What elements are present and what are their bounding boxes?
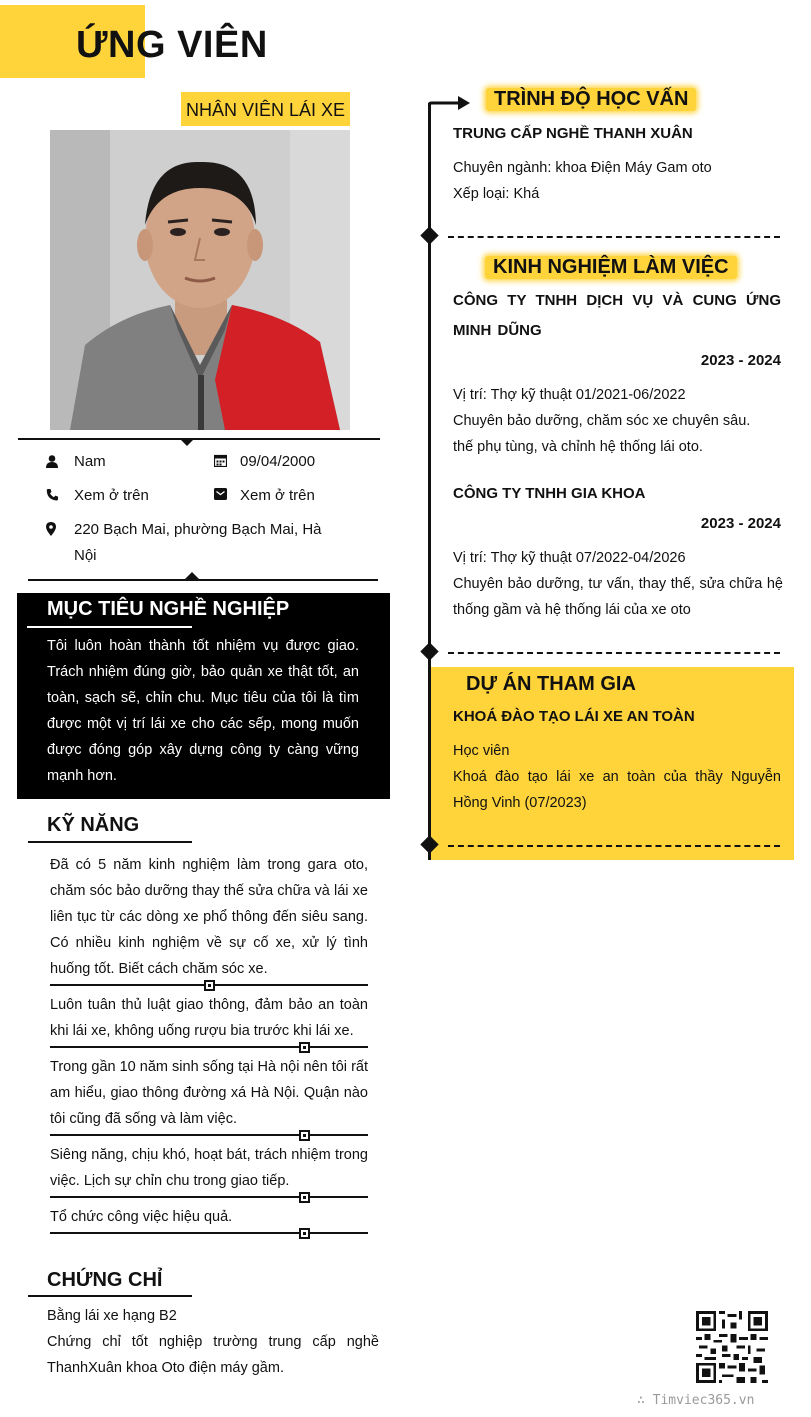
email-value: Xem ở trên <box>240 487 315 504</box>
map-pin-icon <box>46 522 56 536</box>
experience-details-1 <box>453 382 783 460</box>
skills-title: KỸ NĂNG <box>47 814 140 836</box>
skills-underline <box>28 841 192 843</box>
experience-position-2: Vị trí: Thợ kỹ thuật 07/2022-04/2026 <box>453 550 686 566</box>
project-details <box>453 738 781 816</box>
education-grade: Xếp loại: Khá <box>453 186 540 202</box>
skill-level-knob-5 <box>299 1228 310 1239</box>
project-name: KHOÁ ĐÀO TẠO LÁI XE AN TOÀN <box>453 708 695 725</box>
certificate-item: Bằng lái xe hạng B2 <box>47 1308 177 1324</box>
timeline-line <box>428 103 431 860</box>
skill-bar-5 <box>50 1232 368 1234</box>
experience-company-2: CÔNG TY TNHH GIA KHOA <box>453 485 646 502</box>
skill-item-1: Đã có 5 năm kinh nghiệm làm trong gara oto, chăm sóc bảo dưỡng thay thế sửa chữa và lái xe liên tục từ các dòng xe phổ thông đến siêu sang. Có nhiều kinh nghiệm về sự cố xe, xử lý tình huống tốt. Biết cách chăm sóc xe. <box>50 857 368 977</box>
skill-item-2: Luôn tuân thủ luật giao thông, đảm bảo an toàn khi lái xe, không uống rượu bia trước khi lái xe. <box>50 997 368 1039</box>
phone-value: Xem ở trên <box>74 487 149 504</box>
birthday-value: 09/04/2000 <box>240 453 316 470</box>
skill-bar-2 <box>50 1046 368 1048</box>
skill-level-knob-4 <box>299 1192 310 1203</box>
experience-desc-1a: Chuyên bảo dưỡng, chăm sóc xe chuyên sâu. <box>453 413 751 429</box>
experience-details-2 <box>453 545 783 623</box>
objective-text: Tôi luôn hoàn thành tốt nhiệm vụ được giao. Trách nhiệm đúng giờ, bảo quản xe thật tốt, an toàn, sạch sẽ, chỉn chu. Mục tiêu của tôi là tìm được một vị trí lái xe cho các sếp, mong muốn được đóng góp xây dựng công ty càng vững mạnh hơn. <box>47 638 359 784</box>
qr-code-icon <box>696 1311 768 1383</box>
address-value: 220 Bạch Mai, phường Bạch Mai, Hà Nội <box>74 521 322 564</box>
skill-item-3: Trong gần 10 năm sinh sống tại Hà nội nên tôi rất am hiểu, giao thông đường xá Hà Nội. Quận nào tôi cũng đã sống và làm việc. <box>50 1059 368 1127</box>
experience-years-2: 2023 - 2024 <box>700 515 781 532</box>
job-title: NHÂN VIÊN LÁI XE <box>181 92 350 126</box>
skill-level-knob-3 <box>299 1130 310 1141</box>
skill-level-knob-1 <box>204 980 215 991</box>
certificates-list <box>47 1303 379 1381</box>
experience-title: KINH NGHIỆM LÀM VIỆC <box>485 256 737 279</box>
certificates-title: CHỨNG CHỈ <box>47 1269 163 1291</box>
education-major: Chuyên ngành: khoa Điện Máy Gam oto <box>453 160 712 176</box>
caret-down-icon <box>179 438 195 447</box>
phone-icon <box>46 488 59 501</box>
portrait-illustration <box>50 130 350 430</box>
section-divider <box>448 236 780 238</box>
candidate-photo <box>50 130 350 430</box>
section-divider <box>448 845 780 847</box>
skill-item-4: Siêng năng, chịu khó, hoạt bát, trách nhiệm trong việc. Lịch sự chỉn chu trong giao tiếp. <box>50 1147 368 1189</box>
timeline-arrow-icon <box>428 93 472 115</box>
certificate-item: Chứng chỉ tốt nghiệp trường trung cấp nghề ThanhXuân khoa Oto điện máy gầm. <box>47 1334 379 1376</box>
skill-bar-4 <box>50 1196 368 1198</box>
caret-up-icon <box>184 572 200 580</box>
email-icon <box>214 488 227 500</box>
experience-position-1: Vị trí: Thợ kỹ thuật 01/2021-06/2022 <box>453 387 686 403</box>
certificates-underline <box>28 1295 192 1297</box>
projects-title: DỰ ÁN THAM GIA <box>466 673 636 695</box>
gender-value: Nam <box>74 453 106 470</box>
experience-desc-2a: Chuyên bảo dưỡng, tư vấn, thay thế, sửa chữa hệ thống gầm và hệ thống lái của xe oto <box>453 576 783 618</box>
cv-title: ỨNG VIÊN <box>76 24 268 66</box>
experience-years-1: 2023 - 2024 <box>700 352 781 369</box>
education-title: TRÌNH ĐỘ HỌC VẤN <box>486 88 696 111</box>
skill-bar-3 <box>50 1134 368 1136</box>
project-desc: Khoá đào tạo lái xe an toàn của thầy Nguyễn Hồng Vinh (07/2023) <box>453 769 781 811</box>
objective-title: MỤC TIÊU NGHỀ NGHIỆP <box>47 598 290 620</box>
contact-top-divider <box>18 438 380 440</box>
watermark: ∴ Timviec365.vn <box>637 1393 755 1408</box>
skill-level-knob-2 <box>299 1042 310 1053</box>
experience-company-1: CÔNG TY TNHH DỊCH VỤ VÀ CUNG ỨNG MINH DŨNG <box>453 292 781 339</box>
objective-underline <box>27 626 192 628</box>
education-school: TRUNG CẤP NGHỀ THANH XUÂN <box>453 125 693 142</box>
user-icon <box>46 455 58 468</box>
education-details <box>453 155 783 207</box>
contact-bottom-divider <box>28 579 378 581</box>
section-divider <box>448 652 780 654</box>
timeline-node <box>420 226 438 244</box>
skill-item-5: Tổ chức công việc hiệu quả. <box>50 1209 233 1225</box>
calendar-icon <box>214 454 227 467</box>
experience-desc-1b: thế phụ tùng, và chỉnh hệ thống lái oto. <box>453 439 703 455</box>
timeline-node <box>420 642 438 660</box>
project-role: Học viên <box>453 743 510 759</box>
